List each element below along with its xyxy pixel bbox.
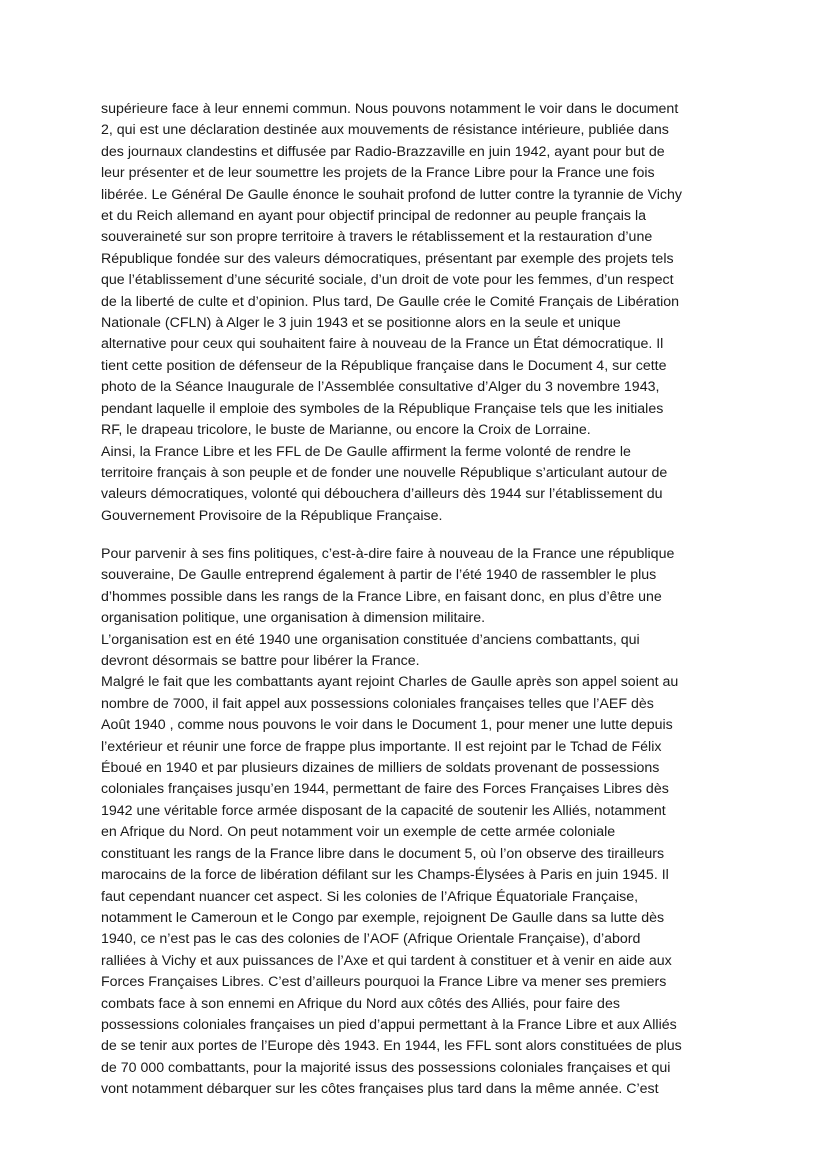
text-line: coloniales françaises jusqu’en 1944, permettant de faire des Forces Françaises Libres dès — [101, 781, 669, 798]
text-line: Malgré le fait que les combattants ayant rejoint Charles de Gaulle après son appel soient au — [101, 674, 679, 691]
text-line: de la liberté de culte et d’opinion. Plus tard, De Gaulle crée le Comité Français de Libération — [101, 293, 680, 310]
text-line: libérée. Le Général De Gaulle énonce le souhait profond de lutter contre la tyrannie de Vichy — [101, 186, 683, 203]
text-line: valeurs démocratiques, volonté qui débouchera d’ailleurs dès 1944 sur l’établissement du — [101, 486, 663, 503]
text-line: territoire français à son peuple et de fonder une nouvelle République s’articulant autour de — [101, 464, 668, 481]
text-line: et du Reich allemand en ayant pour objectif principal de redonner au peuple français la — [101, 208, 646, 225]
text-line: de 70 000 combattants, pour la majorité issus des possessions coloniales françaises et qui — [101, 1059, 671, 1076]
text-line: Forces Françaises Libres. C’est d’ailleurs pourquoi la France Libre va mener ses premiers — [101, 974, 667, 991]
text-line: marocains de la force de libération défilant sur les Champs-Élysées à Paris en juin 1945. Il — [101, 867, 669, 884]
text-line: organisation politique, une organisation à dimension militaire. — [101, 610, 486, 627]
text-line: leur présenter et de leur soumettre les projets de la France Libre pour la France une fois — [101, 165, 655, 182]
text-line: vont notamment débarquer sur les côtes françaises plus tard dans la même année. C’est — [101, 1081, 659, 1098]
paragraph-section-1 — [101, 99, 733, 527]
text-line: alternative pour ceux qui souhaitent faire à nouveau de la France un État démocratique. Il — [101, 336, 664, 353]
text-line: souveraine, De Gaulle entreprend également à partir de l’été 1940 de rassembler le plus — [101, 567, 657, 584]
text-line: RF, le drapeau tricolore, le buste de Marianne, ou encore la Croix de Lorraine. — [101, 422, 591, 439]
text-line: tient cette position de défenseur de la République française dans le Document 4, sur cette — [101, 357, 667, 374]
text-line: Gouvernement Provisoire de la République Française. — [101, 507, 443, 524]
text-line: L’organisation est en été 1940 une organisation constituée d’anciens combattants, qui — [101, 631, 640, 648]
text-line: République fondée sur des valeurs démocratiques, présentant par exemple des projets tels — [101, 250, 674, 267]
text-line: notamment le Cameroun et le Congo par exemple, rejoignent De Gaulle dans sa lutte dès — [101, 909, 665, 926]
text-line: Pour parvenir à ses fins politiques, c’est-à-dire faire à nouveau de la France une république — [101, 546, 675, 562]
text-line: souveraineté sur son propre territoire à travers le rétablissement et la restauration d’une — [101, 229, 653, 246]
text-line: d’hommes possible dans les rangs de la France Libre, en faisant donc, en plus d’être une — [101, 588, 662, 605]
text-line: Éboué en 1940 et par plusieurs dizaines de milliers de soldats provenant de possessions — [101, 760, 660, 777]
paragraph-section-2 — [101, 544, 733, 1101]
text-line: Nationale (CFLN) à Alger le 3 juin 1943 et se positionne alors en la seule et unique — [101, 315, 621, 332]
text-line: supérieure face à leur ennemi commun. Nous pouvons notamment le voir dans le document — [101, 101, 679, 117]
text-line: combats face à son ennemi en Afrique du Nord aux côtés des Alliés, pour faire des — [101, 995, 620, 1012]
text-line: possessions coloniales françaises un pied d’appui permettant à la France Libre et aux Alliés — [101, 1016, 677, 1033]
text-line: en Afrique du Nord. On peut notamment voir un exemple de cette armée coloniale — [101, 824, 616, 841]
text-line: 2, qui est une déclaration destinée aux mouvements de résistance intérieure, publiée dans — [101, 122, 669, 139]
text-line: pendant laquelle il emploie des symboles de la République Française tels que les initiales — [101, 400, 664, 417]
text-line: faut cependant nuancer cet aspect. Si les colonies de l’Afrique Équatoriale Française, — [101, 888, 639, 905]
text-line: 1942 une véritable force armée disposant de la capacité de soutenir les Alliés, notamment — [101, 802, 666, 819]
text-line: constituant les rangs de la France libre dans le document 5, où l’on observe des tirailleurs — [101, 845, 665, 862]
text-line: Août 1940 , comme nous pouvons le voir dans le Document 1, pour mener une lutte depuis — [101, 717, 673, 734]
text-line: que l’établissement d’une sécurité sociale, d’un droit de vote pour les femmes, d’un respect — [101, 272, 674, 289]
text-line: nombre de 7000, il fait appel aux possessions coloniales françaises telles que l’AEF dès — [101, 695, 654, 712]
text-line: photo de la Séance Inaugurale de l’Assemblée consultative d’Alger du 3 novembre 1943, — [101, 379, 660, 396]
text-line: Ainsi, la France Libre et les FFL de De Gaulle affirment la ferme volonté de rendre le — [101, 443, 631, 460]
text-line: de se tenir aux portes de l’Europe dès 1943. En 1944, les FFL sont alors constituées de plus — [101, 1038, 682, 1055]
text-line: ralliées à Vichy et aux puissances de l’Axe et qui tardent à constituer et à venir en aide aux — [101, 952, 672, 969]
text-line: l’extérieur et réunir une force de frappe plus importante. Il est rejoint par le Tchad de Félix — [101, 738, 662, 755]
text-line: devront désormais se battre pour libérer la France. — [101, 653, 420, 670]
text-line: des journaux clandestins et diffusée par Radio-Brazzaville en juin 1942, ayant pour but de — [101, 143, 665, 160]
text-line: 1940, ce n’est pas le cas des colonies de l’AOF (Afrique Orientale Française), d’abord — [101, 931, 641, 948]
